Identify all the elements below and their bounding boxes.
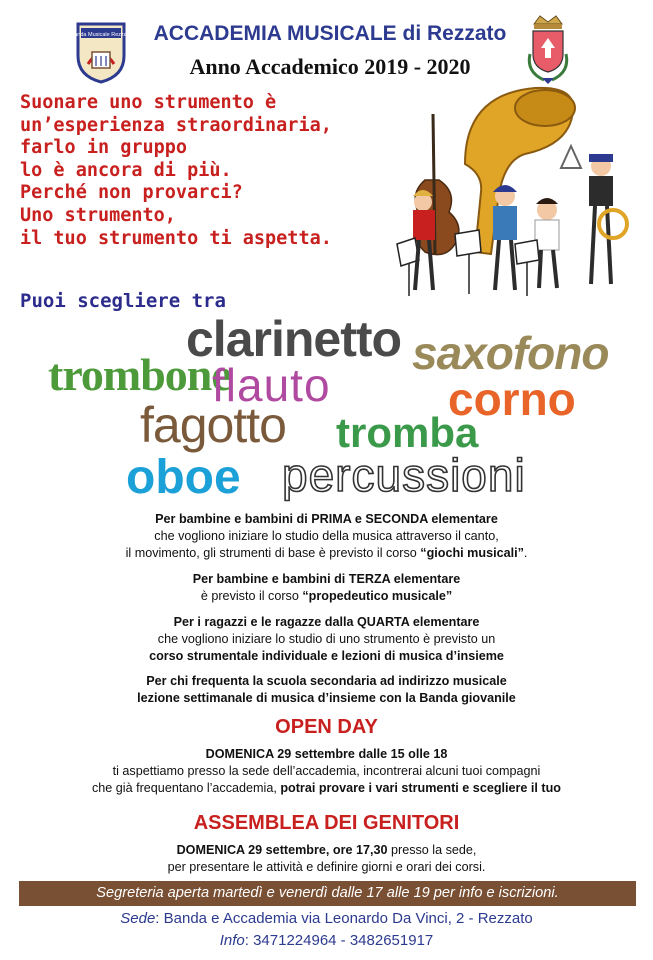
course-target: Per chi frequenta la scuola secondaria ad indirizzo musicale	[146, 674, 507, 688]
assemblea-details	[0, 842, 653, 876]
open-day-title: OPEN DAY	[275, 716, 378, 738]
assemblea-date: DOMENICA 29 settembre, ore 17,30	[176, 843, 388, 857]
slogan-line: il tuo strumento ti aspetta.	[20, 227, 332, 249]
course-target: Per bambine e bambini di TERZA elementare	[192, 572, 461, 586]
instrument-percussioni: percussioni	[282, 449, 526, 501]
contact-line	[0, 932, 653, 949]
instrument-oboe: oboe	[126, 451, 241, 504]
town-crest-icon	[524, 14, 572, 88]
course-info-secondary	[0, 673, 653, 707]
course-info-third	[0, 571, 653, 605]
course-target: Per bambine e bambini di PRIMA e SECONDA elementare	[155, 512, 498, 526]
slogan-line: Suonare uno strumento è	[20, 92, 277, 113]
slogan	[20, 92, 400, 250]
open-day-desc: che già frequentano l’accademia,	[92, 781, 281, 795]
french-horn-icon	[599, 210, 627, 238]
punctuation: .	[523, 546, 528, 560]
instrument-fagotto: fagotto	[140, 397, 286, 453]
open-day-date: DOMENICA 29 settembre dalle 15 olle 18	[205, 747, 448, 761]
instrument-saxofono: saxofono	[412, 327, 609, 379]
course-desc: il movimento, gli strumenti di base è previsto il corso	[125, 546, 421, 560]
children-band-illustration	[395, 84, 635, 304]
assemblea-title: ASSEMBLEA DEI GENITORI	[193, 812, 460, 834]
instrument-trombone: trombone	[48, 349, 231, 400]
assemblea-desc: per presentare le attività e definire giorni e orari dei corsi.	[167, 860, 486, 874]
course-name: “giochi musicali”	[420, 546, 524, 560]
open-day-details	[0, 746, 653, 797]
info-label: Info	[219, 932, 245, 949]
course-name: lezione settimanale di musica d’insieme con la Banda giovanile	[137, 691, 516, 705]
triangle-icon	[561, 146, 581, 168]
phone-numbers: : 3471224964 - 3482651917	[244, 932, 434, 949]
slogan-line: un’esperienza straordinaria,	[20, 114, 332, 136]
course-desc: è previsto il corso	[200, 589, 303, 603]
open-day-highlight: potrai provare i vari strumenti e scegliere il tuo	[280, 781, 561, 795]
slogan-line: farlo in gruppo	[20, 137, 188, 159]
instrument-clarinetto: clarinetto	[186, 311, 402, 367]
music-stand-icon	[515, 240, 539, 264]
course-name: “propedeutico musicale”	[302, 589, 453, 603]
sede-value: : Banda e Accademia via Leonardo Da Vinci, 2 - Rezzato	[155, 910, 533, 927]
choose-label: Puoi scegliere tra	[20, 290, 226, 312]
course-target: Per i ragazzi e le ragazze dalla QUARTA elementare	[173, 615, 480, 629]
slogan-line: lo è ancora di più.	[20, 159, 232, 181]
instrument-tromba: tromba	[336, 409, 479, 456]
logo-text: Banda Musicale Rezzato	[70, 32, 132, 38]
academy-logo-icon	[70, 20, 132, 84]
course-info-fourth	[0, 614, 653, 665]
instrument-flauto: flauto	[212, 359, 331, 411]
instrument-corno: corno	[448, 373, 576, 425]
slogan-line: Uno strumento,	[20, 204, 176, 226]
course-info-first-second	[0, 511, 653, 562]
assemblea-place: presso la sede,	[387, 843, 477, 857]
academy-title: ACCADEMIA MUSICALE di Rezzato	[153, 22, 507, 45]
music-stand-icon	[455, 230, 481, 256]
address-line	[0, 910, 653, 927]
sede-label: Sede	[120, 910, 156, 927]
course-desc: che vogliono iniziare lo studio della musica attraverso il canto,	[154, 529, 499, 543]
course-name: corso strumentale individuale e lezioni di musica d’insieme	[149, 649, 504, 663]
course-desc: che vogliono iniziare lo studio di uno strumento è previsto un	[157, 632, 496, 646]
office-hours-bar: Segreteria aperta martedì e venerdì dalle 17 alle 19 per info e iscrizioni.	[19, 881, 636, 906]
open-day-desc: ti aspettiamo presso la sede dell’accademia, incontrerai alcuni tuoi compagni	[112, 764, 541, 778]
slogan-line: Perché non provarci?	[20, 182, 243, 204]
academic-year: Anno Accademico 2019 - 2020	[189, 54, 471, 79]
